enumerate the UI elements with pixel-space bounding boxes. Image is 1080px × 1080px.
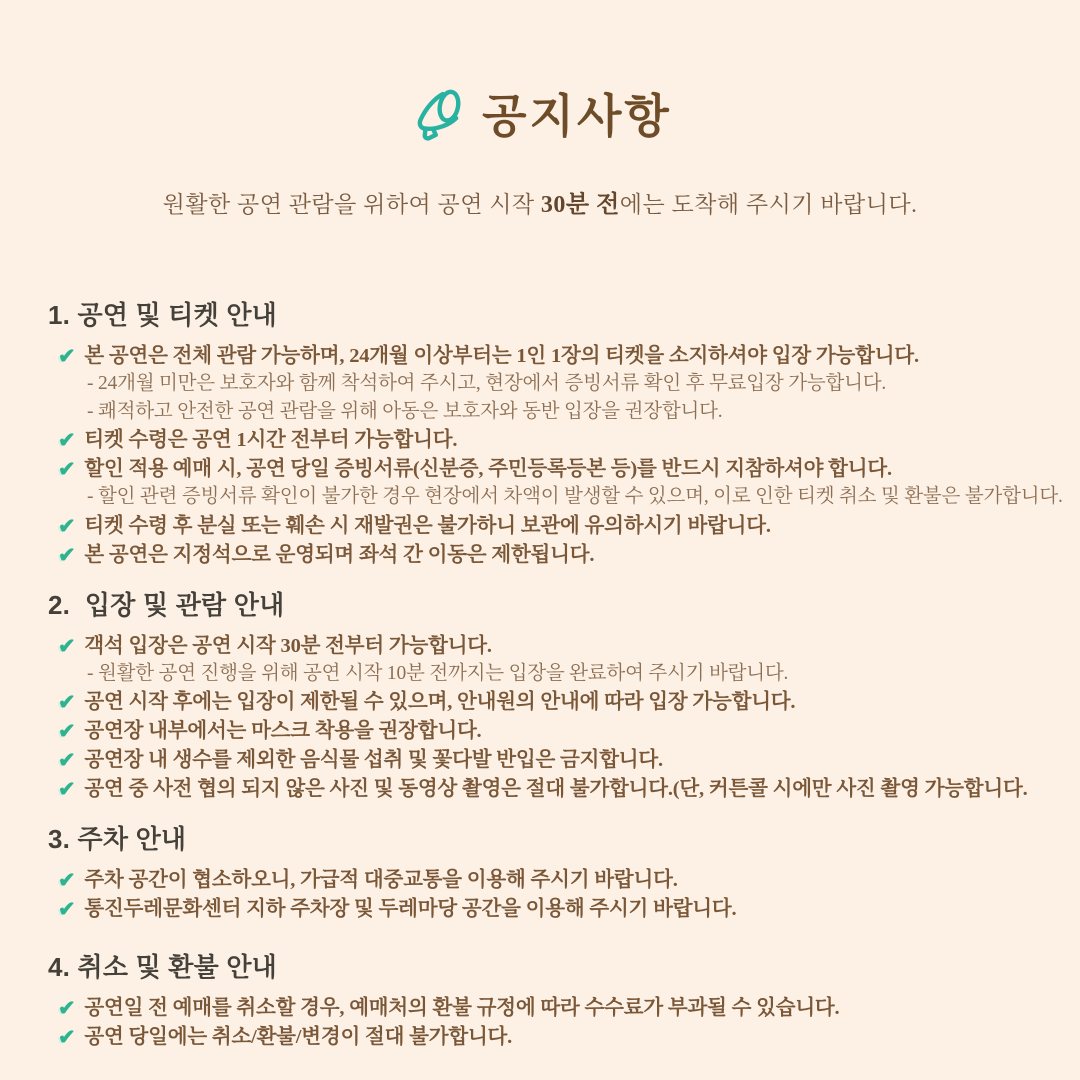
- section-heading: 1. 공연 및 티켓 안내: [48, 300, 277, 330]
- notice-item: [48, 993, 1050, 1022]
- intro-suffix: 에는 도착해 주시기 바랍니다.: [619, 192, 918, 217]
- check-icon: ✔: [58, 996, 76, 1020]
- intro-emphasis: 30분 전: [540, 192, 620, 218]
- check-icon: ✔: [58, 344, 76, 368]
- check-icon: ✔: [58, 633, 76, 658]
- check-icon: ✔: [58, 1025, 76, 1049]
- intro-prefix: 원활한 공연 관람을 위하여 공연 시작: [162, 192, 541, 217]
- notice-item-text: 공연 중 사전 협의 되지 않은 사진 및 동영상 촬영은 절대 불가합니다.(단, 커튼콜 시에만 사진 촬영 가능합니다.: [84, 778, 1028, 800]
- notice-item-text: 티켓 수령은 공연 1시간 전부터 가능합니다.: [84, 429, 458, 451]
- check-icon: ✔: [58, 777, 76, 801]
- notice-section-1: [48, 295, 1063, 569]
- page-title: 공지사항: [482, 90, 672, 142]
- notice-item: [48, 865, 1050, 894]
- notice-section-2: [48, 585, 1050, 804]
- notice-subitem: - 쾌적하고 안전한 공연 관람을 위해 아동은 보호자와 동반 입장을 권장합니다.: [87, 400, 723, 422]
- notice-item-text: 공연 당일에는 취소/환불/변경이 절대 불가합니다.: [84, 1026, 513, 1048]
- check-icon: ✔: [58, 457, 76, 481]
- notice-item: [48, 425, 1050, 454]
- check-icon: ✔: [58, 719, 76, 743]
- notice-item: [48, 631, 1050, 660]
- notice-item: [48, 511, 1050, 540]
- notice-item-text: 티켓 수령 후 분실 또는 훼손 시 재발권은 불가하니 보관에 유의하시기 바랍니다.: [84, 514, 771, 537]
- notice-item-text: 공연 시작 후에는 입장이 제한될 수 있으며, 안내원의 안내에 따라 입장 가능합니다.: [84, 691, 796, 713]
- notice-item-text: 주차 공간이 협소하오니, 가급적 대중교통을 이용해 주시기 바랍니다.: [84, 869, 678, 891]
- notice-section-3: [48, 819, 1050, 923]
- notice-subitem: - 24개월 미만은 보호자와 함께 착석하여 주시고, 현장에서 증빙서류 확인 후 무료입장 가능합니다.: [87, 373, 887, 394]
- section-heading: 3. 주차 안내: [48, 824, 187, 854]
- notice-item: [48, 341, 1050, 370]
- notice-item: [48, 540, 1050, 569]
- check-icon: ✔: [58, 513, 76, 538]
- section-heading: 2. 입장 및 관람 안내: [48, 589, 285, 620]
- check-icon: ✔: [58, 542, 76, 567]
- notice-item: [48, 1022, 1050, 1051]
- notice-subitem: - 할인 관련 증빙서류 확인이 불가한 경우 현장에서 차액이 발생할 수 있으며, 이로 인한 티켓 취소 및 환불은 불가합니다.: [87, 486, 1063, 507]
- notice-item-text: 객석 입장은 공연 시작 30분 전부터 가능합니다.: [84, 634, 492, 657]
- page-header: [0, 0, 1080, 146]
- notice-item-text: 통진두레문화센터 지하 주차장 및 두레마당 공간을 이용해 주시기 바랍니다.: [84, 898, 737, 920]
- notice-sections: [0, 295, 1080, 1051]
- notice-item-text: 할인 적용 예매 시, 공연 당일 증빙서류(신분증, 주민등록등본 등)를 반드시 지참하셔야 합니다.: [84, 458, 892, 480]
- notice-item-text: 공연장 내부에서는 마스크 착용을 권장합니다.: [84, 720, 482, 742]
- intro-line: [0, 184, 1080, 219]
- check-icon: ✔: [58, 690, 76, 714]
- notice-section-4: [48, 947, 1050, 1051]
- notice-item: [48, 454, 1050, 483]
- notice-item: [48, 687, 1050, 716]
- megaphone-icon: [408, 82, 470, 144]
- notice-item: [48, 894, 1050, 923]
- notice-subitem: - 원활한 공연 진행을 위해 공연 시작 10분 전까지는 입장을 완료하여 주시기 바랍니다.: [87, 662, 789, 684]
- notice-item-text: 본 공연은 전체 관람 가능하며, 24개월 이상부터는 1인 1장의 티켓을 소지하셔야 입장 가능합니다.: [84, 345, 919, 367]
- notice-item-text: 공연일 전 예매를 취소할 경우, 예매처의 환불 규정에 따라 수수료가 부과될 수 있습니다.: [84, 997, 840, 1019]
- check-icon: ✔: [58, 428, 76, 452]
- section-heading: 4. 취소 및 환불 안내: [48, 952, 277, 982]
- notice-item: [48, 774, 1050, 803]
- notice-item-text: 본 공연은 지정석으로 운영되며 좌석 간 이동은 제한됩니다.: [84, 543, 595, 566]
- check-icon: ✔: [58, 748, 76, 772]
- notice-item-text: 공연장 내 생수를 제외한 음식물 섭취 및 꽃다발 반입은 금지합니다.: [84, 749, 663, 771]
- check-icon: ✔: [58, 897, 76, 921]
- notice-item: [48, 716, 1050, 745]
- check-icon: ✔: [58, 868, 76, 892]
- notice-item: [48, 745, 1050, 774]
